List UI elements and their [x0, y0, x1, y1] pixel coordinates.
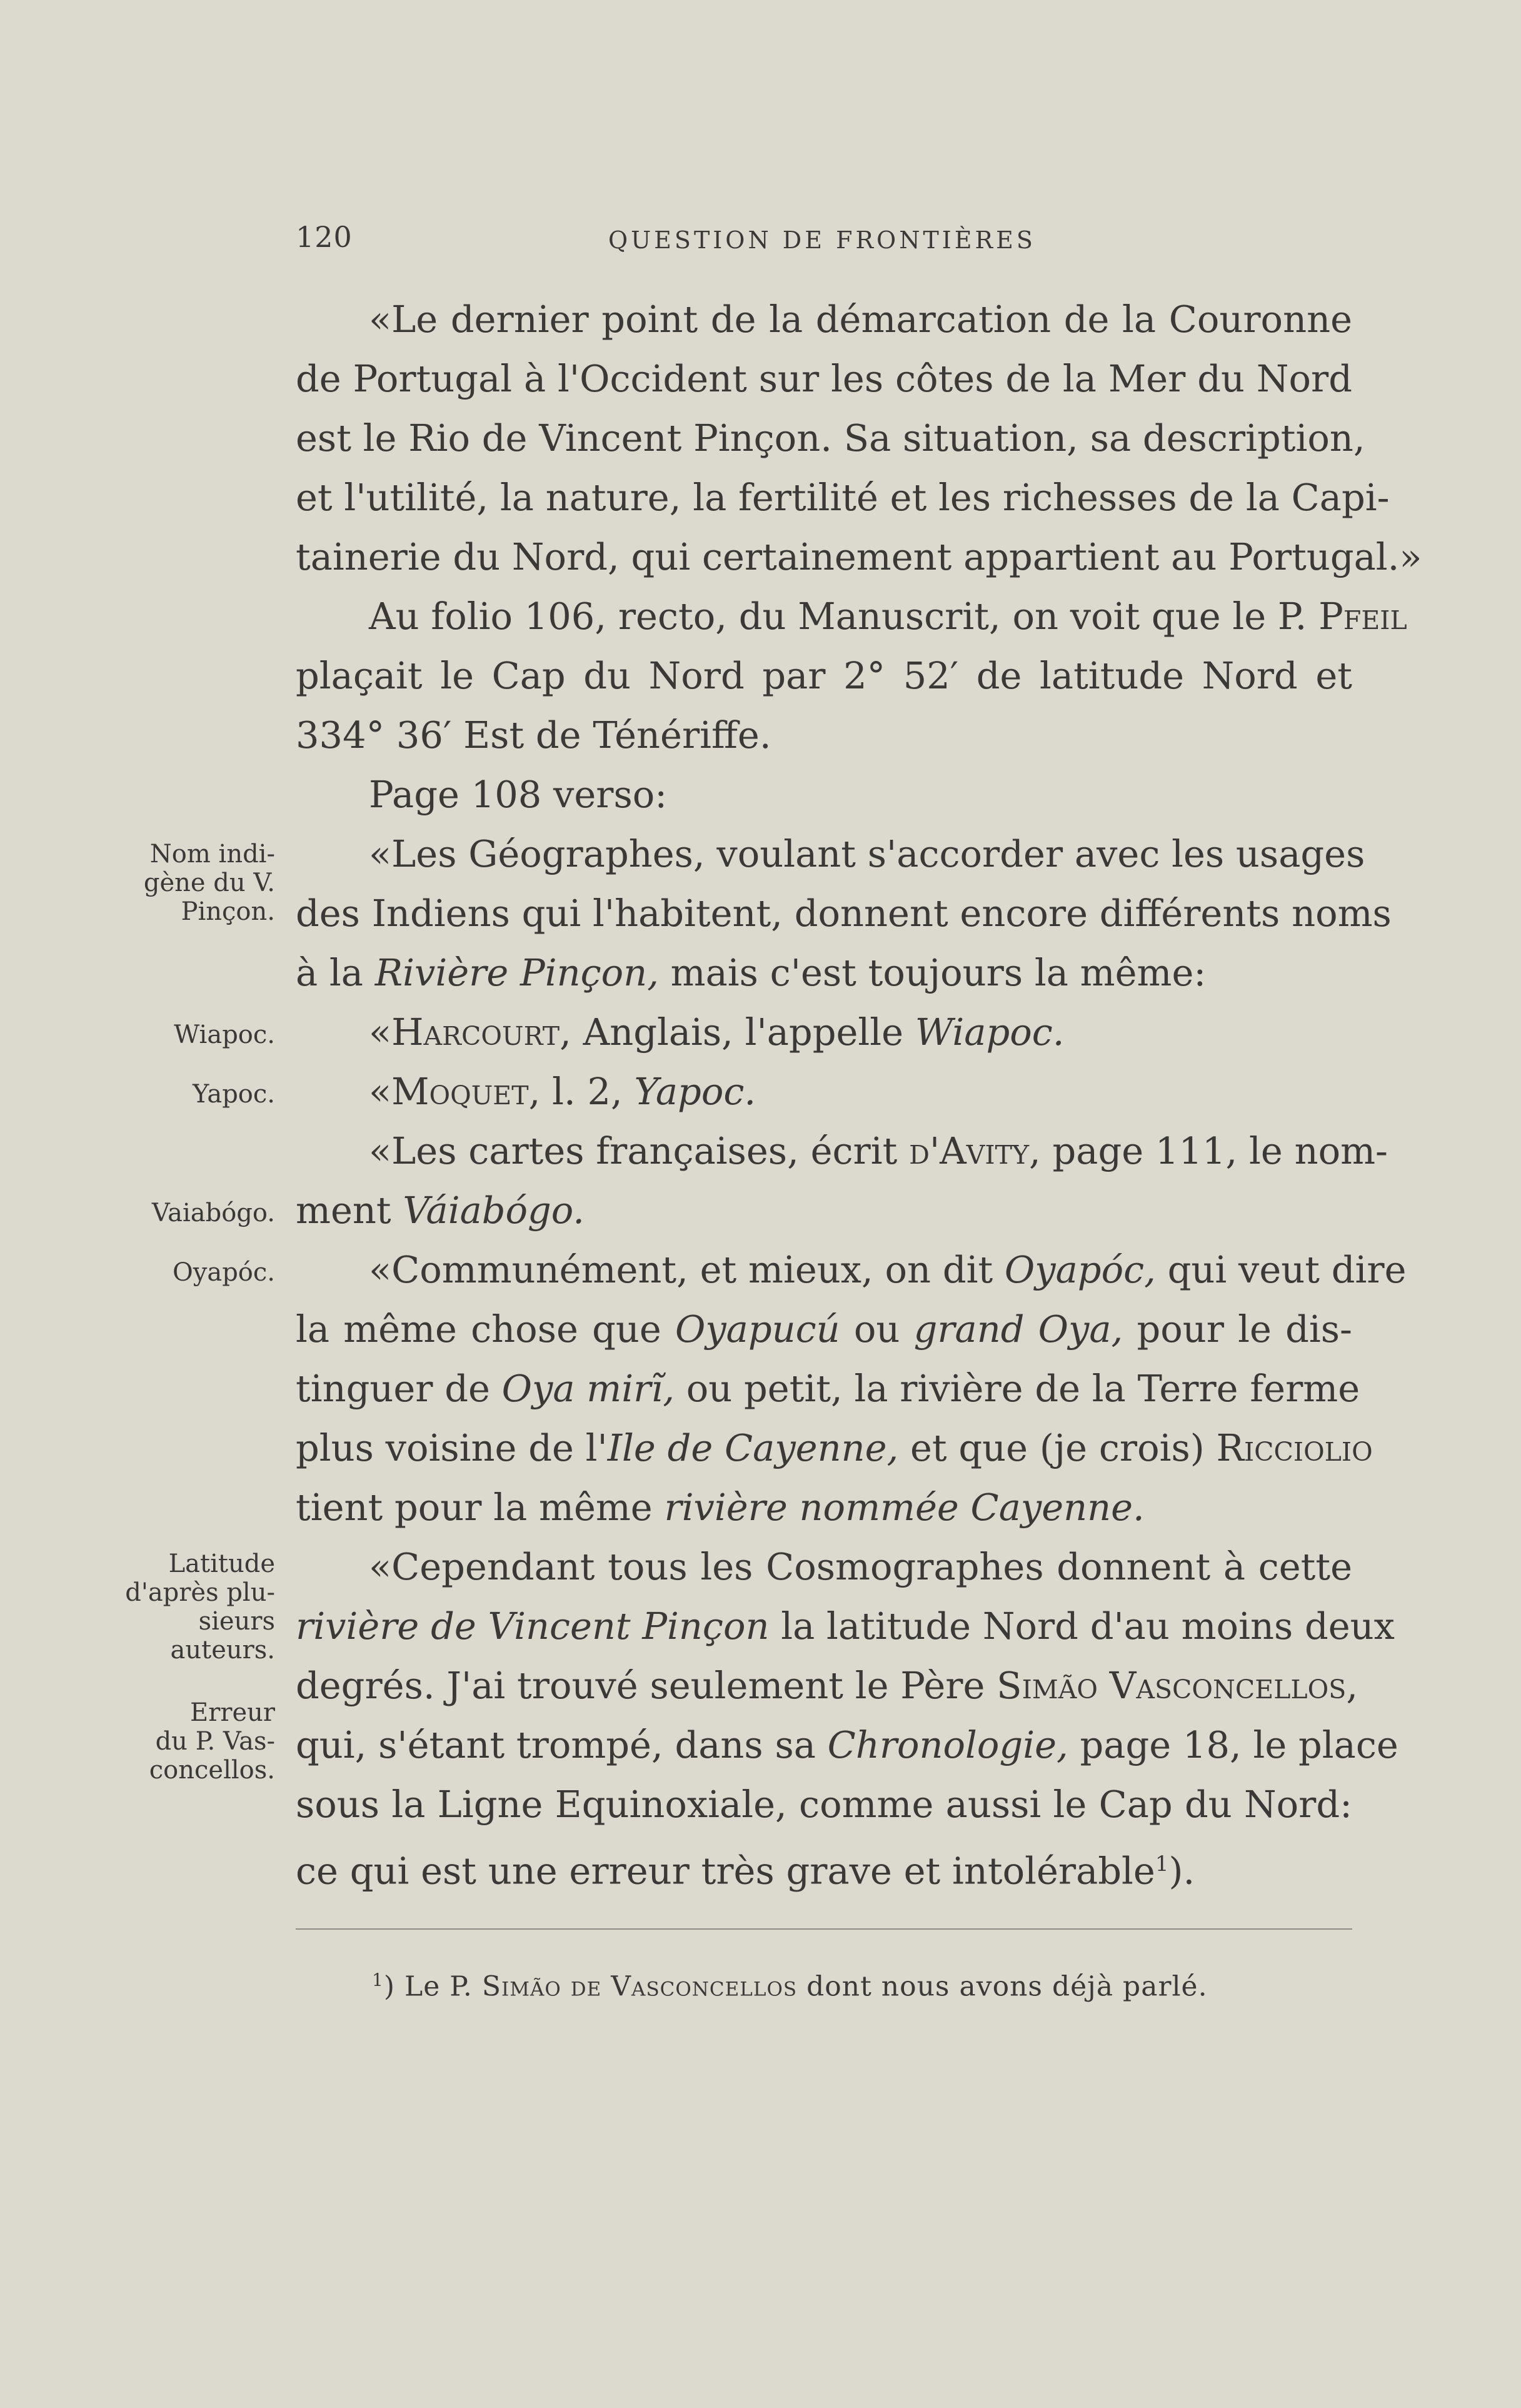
body-line — [296, 1188, 1352, 1236]
author-name: Pfeil — [1318, 595, 1407, 638]
text-run: , page 111, le nom- — [1029, 1129, 1388, 1172]
margin-note-line: Vaiabógo. — [151, 1199, 275, 1227]
body-line: est le Rio de Vincent Pinçon. Sa situation, sa description, — [296, 416, 1365, 460]
text-run: tient pour la même — [296, 1486, 665, 1529]
author-name: Harcourt — [391, 1010, 560, 1054]
body-line — [296, 1307, 1352, 1354]
text-run: degrés. J'ai trouvé seulement le Père — [296, 1664, 997, 1707]
body-line: et l'utilité, la nature, la fertilité et les richesses de la Capi- — [296, 476, 1390, 519]
text-run: , Anglais, l'appelle — [560, 1010, 915, 1054]
body-line: «Les Géographes, voulant s'accorder avec les usages — [369, 832, 1365, 875]
text-run: qui veut dire — [1155, 1248, 1407, 1291]
body-line — [369, 1010, 1352, 1057]
body-line: 334° 36′ Est de Ténériffe. — [296, 713, 771, 757]
italic-run: Oya mirĩ, — [501, 1367, 675, 1410]
author-name: Ricciolio — [1216, 1426, 1373, 1469]
margin-note-line: gène du V. — [143, 869, 275, 897]
italic-run: Yapoc. — [634, 1070, 756, 1113]
italic-run: Oyapucú — [675, 1307, 840, 1351]
author-name: Moquet — [391, 1070, 529, 1113]
margin-note — [94, 1258, 275, 1287]
text-run: ment — [296, 1189, 403, 1232]
margin-note-line: auteurs. — [170, 1636, 275, 1665]
margin-note-line: Erreur — [190, 1698, 275, 1727]
body-line: Page 108 verso: — [369, 773, 668, 816]
page-number: 120 — [296, 220, 353, 254]
footnote-rule — [296, 1928, 1352, 1930]
margin-note-line: Wiapoc. — [174, 1020, 275, 1049]
body-line — [369, 1069, 1352, 1117]
margin-note — [94, 1199, 275, 1227]
author-name: Simão Vasconcellos — [996, 1664, 1347, 1707]
body-line: des Indiens qui l'habitent, donnent encore différents noms — [296, 892, 1392, 935]
text-run: mais c'est toujours la même: — [658, 951, 1207, 994]
italic-run: rivière nommée Cayenne. — [664, 1486, 1145, 1529]
text-run: «Communément, et mieux, on dit — [369, 1248, 1005, 1291]
text-run: ) Le P. — [383, 1970, 482, 2003]
margin-note-line: Pinçon. — [181, 897, 275, 926]
italic-run: Rivière Pinçon, — [374, 951, 659, 994]
body-line: tainerie du Nord, qui certainement appartient au Portugal.» — [296, 535, 1422, 578]
margin-note-line: Yapoc. — [193, 1080, 275, 1109]
body-line — [369, 594, 1407, 642]
margin-note — [94, 1698, 275, 1785]
text-run: qui, s'étant trompé, dans sa — [296, 1723, 828, 1766]
body-line: plaçait le Cap du Nord par 2° 52′ de latitude Nord et — [296, 654, 1352, 697]
margin-note-line: concellos. — [149, 1756, 275, 1785]
author-name: d'Avity — [909, 1129, 1030, 1172]
margin-note — [94, 1549, 275, 1665]
margin-note-line: du P. Vas- — [155, 1727, 275, 1756]
italic-run: Váiabógo. — [403, 1189, 585, 1232]
body-line — [296, 1841, 1352, 1893]
text-run: «Les cartes françaises, écrit — [369, 1129, 910, 1172]
body-line: de Portugal à l'Occident sur les côtes de la Mer du Nord — [296, 357, 1352, 400]
text-run: à la — [296, 951, 375, 994]
text-run: ou — [840, 1307, 914, 1351]
text-run: page 18, le place — [1068, 1723, 1398, 1766]
author-name: Simão de Vasconcellos — [481, 1970, 798, 2003]
italic-run: Ile de Cayenne, — [607, 1426, 899, 1469]
text-run: « — [369, 1010, 392, 1054]
body-line: «Le dernier point de la démarcation de la Couronne — [369, 298, 1352, 341]
footnote — [372, 1970, 1208, 2003]
body-line — [369, 1247, 1407, 1295]
body-line — [296, 1723, 1398, 1770]
text-run: , l. 2, — [528, 1070, 635, 1113]
italic-run: Oyapóc, — [1004, 1248, 1156, 1291]
margin-note-line: Latitude — [168, 1549, 275, 1578]
margin-note-line: sieurs — [198, 1607, 275, 1636]
text-run: et que (je crois) — [898, 1426, 1217, 1469]
italic-run: Chronologie, — [827, 1723, 1068, 1766]
text-run: pour le dis- — [1123, 1307, 1352, 1351]
italic-run: rivière de Vincent Pinçon — [296, 1604, 770, 1648]
body-line — [369, 1129, 1388, 1176]
italic-run: grand Oya, — [913, 1307, 1123, 1351]
body-line: «Cependant tous les Cosmographes donnent à cette — [369, 1545, 1352, 1588]
body-line — [296, 1426, 1373, 1473]
text-run: « — [369, 1070, 392, 1113]
text-run: tinguer de — [296, 1367, 502, 1410]
body-line — [296, 950, 1352, 998]
body-line — [296, 1604, 1395, 1651]
text-run: Au folio 106, recto, du Manuscrit, on voit que le P. — [369, 595, 1319, 638]
running-head — [296, 220, 1352, 264]
body-line — [296, 1663, 1358, 1711]
running-title: QUESTION DE FRONTIÈRES — [608, 226, 1036, 254]
text-run: dont nous avons déjà parlé. — [797, 1970, 1208, 2003]
margin-note-line: Oyapóc. — [172, 1258, 275, 1287]
text-run: ou petit, la rivière de la Terre ferme — [674, 1367, 1360, 1410]
text-run: la même chose que — [296, 1307, 675, 1351]
text-run: , — [1346, 1664, 1358, 1707]
body-line — [296, 1366, 1360, 1414]
text-run: ). — [1168, 1849, 1195, 1893]
footnote-number: 1 — [372, 1970, 384, 1990]
margin-note-line: Nom indi- — [149, 840, 275, 869]
footnote-marker: 1 — [1155, 1851, 1169, 1877]
text-run: ce qui est une erreur très grave et intolérable — [296, 1849, 1155, 1893]
body-line: sous la Ligne Equinoxiale, comme aussi le Cap du Nord: — [296, 1783, 1352, 1826]
body-line — [296, 1485, 1352, 1533]
italic-run: Wiapoc. — [915, 1010, 1065, 1054]
margin-note — [94, 1020, 275, 1049]
text-run: la latitude Nord d'au moins deux — [769, 1604, 1395, 1648]
margin-note-line: d'après plu- — [125, 1578, 275, 1607]
margin-note — [94, 840, 275, 926]
margin-note — [94, 1080, 275, 1109]
text-run: plus voisine de l' — [296, 1426, 608, 1469]
